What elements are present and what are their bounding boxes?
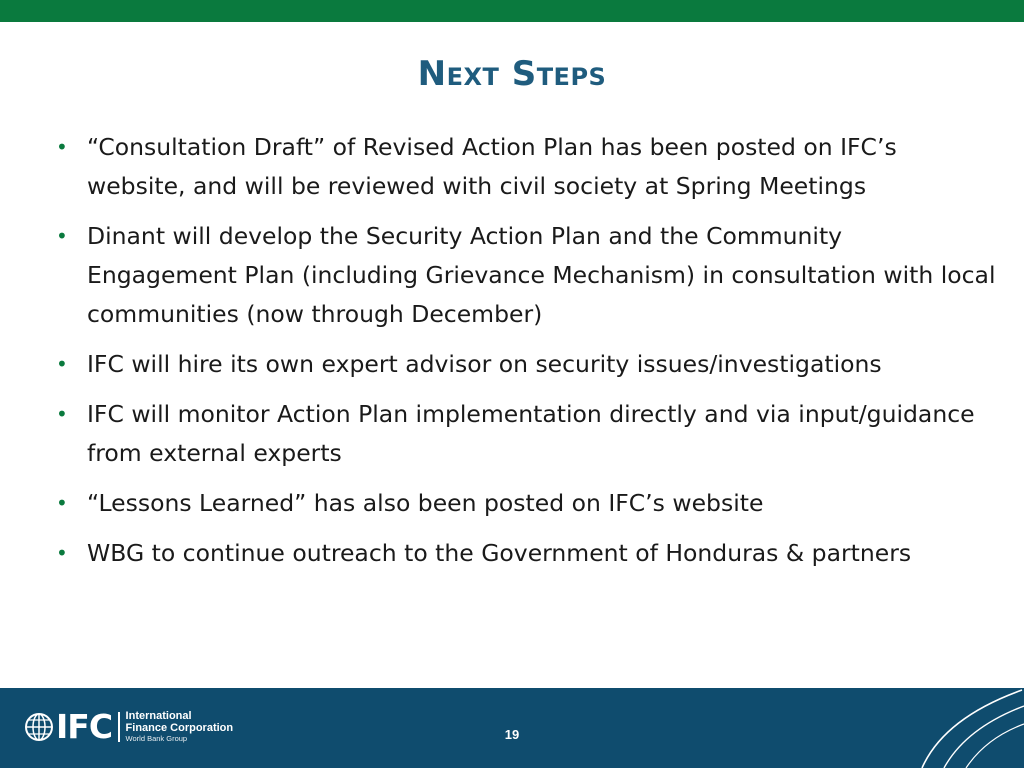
logo-mark: IFC <box>56 707 113 746</box>
ifc-logo <box>24 707 234 746</box>
bullet-dot-icon: • <box>56 491 68 515</box>
bullet-dot-icon: • <box>56 135 68 159</box>
top-accent-bar <box>0 0 1024 22</box>
bullet-item <box>56 484 996 523</box>
bullet-text: “Lessons Learned” has also been posted on IFC’s website <box>87 489 764 517</box>
bullet-dot-icon: • <box>56 224 68 248</box>
globe-icon <box>24 712 54 742</box>
logo-divider <box>118 712 120 742</box>
logo-text <box>126 710 234 744</box>
bullet-text: IFC will hire its own expert advisor on security issues/investigations <box>87 350 882 378</box>
bullet-text: WBG to continue outreach to the Government of Honduras & partners <box>87 539 912 567</box>
bullet-text: “Consultation Draft” of Revised Action Plan has been posted on IFC’s website, and will be reviewed with civil society at Spring Meetings <box>87 133 897 200</box>
decorative-swoosh-icon <box>904 688 1024 768</box>
bullet-item <box>56 534 996 573</box>
bullet-text: IFC will monitor Action Plan implementation directly and via input/guidance from external experts <box>87 400 975 467</box>
bullet-text: Dinant will develop the Security Action Plan and the Community Engagement Plan (including Grievance Mechanism) in consultation with local communities (now through December) <box>87 222 996 328</box>
bullet-item <box>56 128 996 206</box>
bullet-dot-icon: • <box>56 402 68 426</box>
slide-title: Next Steps <box>417 54 607 94</box>
logo-line-finance-corporation: Finance Corporation <box>125 722 234 734</box>
bullet-dot-icon: • <box>56 541 68 565</box>
bullet-item <box>56 345 996 384</box>
bullet-dot-icon: • <box>56 352 68 376</box>
bullet-list <box>56 128 996 584</box>
page-number: 19 <box>504 727 520 742</box>
footer-band <box>0 688 1024 768</box>
logo-line-international: International <box>125 710 192 722</box>
bullet-item <box>56 395 996 473</box>
logo-line-world-bank-group: World Bank Group <box>125 734 188 743</box>
bullet-item <box>56 217 996 334</box>
